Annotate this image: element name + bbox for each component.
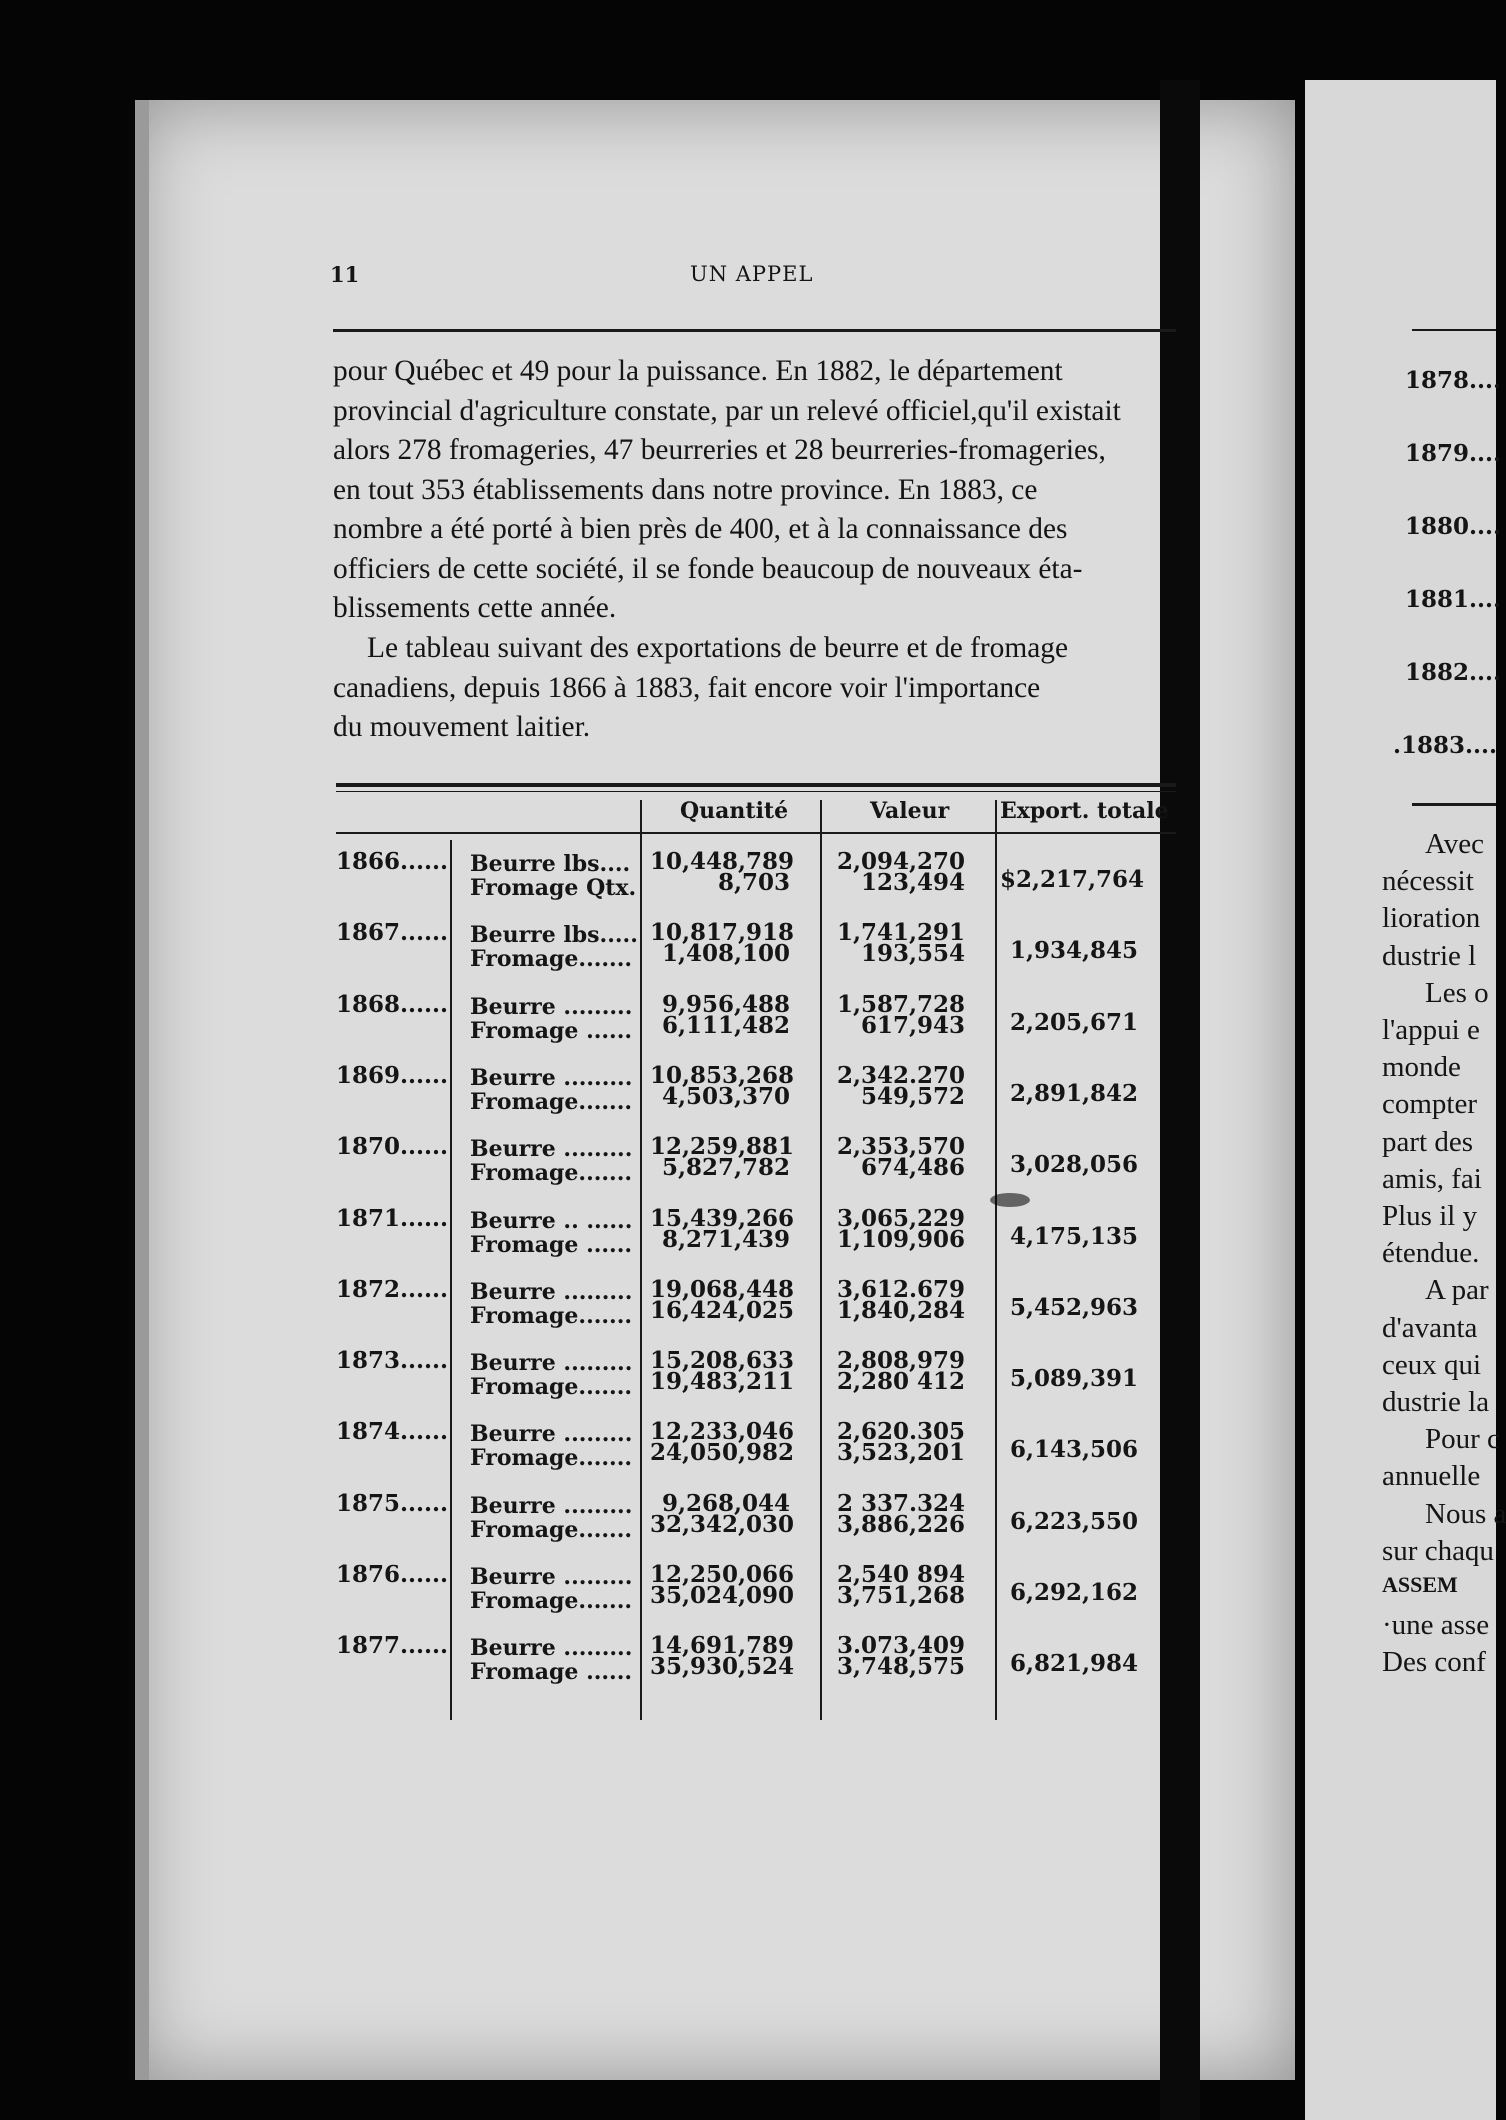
table-top-rule	[336, 783, 1176, 787]
facing-text-line: Avec	[1425, 828, 1485, 860]
quantity-cheese: 5,827,782	[661, 1154, 790, 1181]
quantity-butter: 12,250,066	[650, 1561, 795, 1588]
product-label-cheese: Fromage.......	[470, 946, 633, 972]
product-label-cheese: Fromage ......	[470, 1018, 633, 1044]
facing-text-line: d'avanta	[1382, 1312, 1478, 1344]
facing-text-line: Nous a	[1425, 1498, 1506, 1530]
year-cell: 1877......	[336, 1632, 449, 1659]
header-quantity: Quantité	[680, 798, 789, 824]
value-cheese: 1,840,284	[836, 1297, 965, 1324]
table-divider-total	[995, 800, 997, 1720]
year-cell: 1869......	[336, 1062, 449, 1089]
product-label-cheese: Fromage Qtx.	[470, 875, 637, 901]
facing-text-line: annuelle	[1382, 1460, 1481, 1492]
value-cheese: 3,523,201	[836, 1439, 965, 1466]
value-cheese: 674,486	[860, 1154, 965, 1181]
quantity-cheese: 24,050,982	[650, 1439, 795, 1466]
quantity-butter: 19,068,448	[650, 1276, 795, 1303]
total-export: 6,292,162	[1009, 1579, 1138, 1606]
product-label-cheese: Fromage ......	[470, 1232, 633, 1258]
total-export: 4,175,135	[1009, 1223, 1138, 1250]
quantity-butter: 14,691,789	[650, 1632, 795, 1659]
value-cheese: 1,109,906	[836, 1226, 965, 1253]
facing-text-line: lioration	[1382, 902, 1481, 934]
value-cheese: 617,943	[860, 1012, 965, 1039]
value-butter: 3,612.679	[836, 1276, 965, 1303]
product-label-butter: Beurre .. ......	[470, 1208, 633, 1234]
facing-text-line: ·une asse	[1382, 1609, 1490, 1641]
year-cell: 1876......	[336, 1561, 449, 1588]
total-export: 5,452,963	[1009, 1294, 1138, 1321]
product-label-cheese: Fromage.......	[470, 1374, 633, 1400]
header-rule	[333, 329, 1176, 332]
value-butter: 3,065,229	[836, 1205, 965, 1232]
product-label-cheese: Fromage.......	[470, 1445, 633, 1471]
year-cell: 1868......	[336, 991, 449, 1018]
facing-text-line: A par	[1425, 1274, 1489, 1306]
quantity-cheese: 4,503,370	[661, 1083, 790, 1110]
quantity-cheese: 19,483,211	[650, 1368, 795, 1395]
product-label-butter: Beurre .........	[470, 1350, 633, 1376]
quantity-butter: 15,439,266	[650, 1205, 795, 1232]
total-export: 2,205,671	[1009, 1009, 1138, 1036]
value-butter: 2,094,270	[836, 848, 965, 875]
table-header-rule	[336, 832, 1176, 834]
quantity-butter: 10,448,789	[650, 848, 795, 875]
text-line: blissements cette année.	[333, 592, 617, 624]
facing-text-line: l'appui e	[1382, 1014, 1480, 1046]
value-cheese: 3,751,268	[836, 1582, 965, 1609]
facing-text-line: part des	[1382, 1126, 1473, 1158]
text-line: en tout 353 établissements dans notre province. En 1883, ce	[333, 473, 1038, 506]
text-line: Le tableau suivant des exportations de beurre et de fromage	[367, 632, 1069, 664]
header-value: Valeur	[870, 798, 950, 824]
facing-text-line: sur chaqu	[1382, 1535, 1494, 1567]
quantity-butter: 12,233,046	[650, 1418, 795, 1445]
total-export: 6,223,550	[1009, 1508, 1138, 1535]
ink-stain	[990, 1193, 1030, 1207]
table-divider-label	[450, 840, 452, 1720]
quantity-cheese: 16,424,025	[650, 1297, 795, 1324]
product-label-butter: Beurre lbs....	[470, 851, 631, 877]
facing-text-line: amis, fai	[1382, 1163, 1482, 1195]
facing-text-line: compter	[1382, 1088, 1478, 1120]
facing-text-line: Des conf	[1382, 1646, 1486, 1678]
facing-year: 1880....	[1405, 513, 1502, 540]
product-label-butter: Beurre .........	[470, 1065, 633, 1091]
product-label-cheese: Fromage.......	[470, 1588, 633, 1614]
product-label-cheese: Fromage.......	[470, 1303, 633, 1329]
product-label-butter: Beurre .........	[470, 994, 633, 1020]
table-top-rule-thin	[336, 791, 1176, 792]
value-cheese: 193,554	[860, 940, 965, 967]
total-export: 5,089,391	[1009, 1365, 1138, 1392]
product-label-cheese: Fromage.......	[470, 1160, 633, 1186]
year-cell: 1866......	[336, 848, 449, 875]
paragraph-1	[333, 352, 1175, 629]
product-label-butter: Beurre lbs.....	[470, 922, 638, 948]
facing-text-line: Les o	[1425, 977, 1489, 1009]
quantity-butter: 10,817,918	[650, 919, 795, 946]
year-cell: 1870......	[336, 1133, 449, 1160]
quantity-cheese: 8,703	[717, 869, 790, 896]
facing-text-line: Pour c	[1425, 1423, 1500, 1455]
value-butter: 2,808,979	[836, 1347, 965, 1374]
total-export: 1,934,845	[1009, 937, 1138, 964]
value-butter: 2,342.270	[836, 1062, 965, 1089]
value-butter: 2,620.305	[836, 1418, 965, 1445]
value-butter: 1,741,291	[836, 919, 965, 946]
product-label-cheese: Fromage.......	[470, 1089, 633, 1115]
quantity-butter: 10,853,268	[650, 1062, 795, 1089]
running-title: UN APPEL	[690, 262, 814, 286]
paragraph-2	[333, 629, 1175, 748]
year-cell: 1871......	[336, 1205, 449, 1232]
value-cheese: 3,886,226	[836, 1511, 965, 1538]
facing-text-line: dustrie la	[1382, 1386, 1490, 1418]
facing-year: 1879....	[1405, 440, 1502, 467]
product-label-butter: Beurre .........	[470, 1564, 633, 1590]
value-butter: 2,353,570	[836, 1133, 965, 1160]
product-label-butter: Beurre .........	[470, 1421, 633, 1447]
facing-text-line: Plus il y	[1382, 1200, 1478, 1232]
quantity-butter: 15,208,633	[650, 1347, 795, 1374]
page-edge	[135, 100, 149, 2080]
quantity-butter: 9,268,044	[661, 1490, 790, 1517]
value-cheese: 123,494	[860, 869, 965, 896]
quantity-cheese: 35,930,524	[650, 1653, 795, 1680]
facing-year: .1883....	[1393, 732, 1498, 759]
text-line: pour Québec et 49 pour la puissance. En 1882, le département	[333, 355, 1063, 387]
page-number: 11	[330, 262, 360, 287]
value-butter: 1,587,728	[836, 991, 965, 1018]
year-cell: 1867......	[336, 919, 449, 946]
product-label-cheese: Fromage.......	[470, 1517, 633, 1543]
quantity-cheese: 32,342,030	[650, 1511, 795, 1538]
value-butter: 2,540 894	[836, 1561, 965, 1588]
quantity-cheese: 8,271,439	[661, 1226, 790, 1253]
product-label-butter: Beurre .........	[470, 1493, 633, 1519]
facing-rule	[1412, 329, 1496, 331]
value-cheese: 549,572	[860, 1083, 965, 1110]
facing-text-line: dustrie l	[1382, 940, 1477, 972]
text-line: officiers de cette société, il se fonde beaucoup de nouveaux éta-	[333, 552, 1083, 585]
product-label-butter: Beurre .........	[470, 1635, 633, 1661]
total-export: $2,217,764	[1000, 866, 1145, 893]
facing-year: 1882....	[1405, 659, 1502, 686]
total-export: 2,891,842	[1009, 1080, 1138, 1107]
value-cheese: 2,280 412	[836, 1368, 965, 1395]
total-export: 6,821,984	[1009, 1650, 1138, 1677]
year-cell: 1872......	[336, 1276, 449, 1303]
quantity-cheese: 1,408,100	[661, 940, 790, 967]
year-cell: 1873......	[336, 1347, 449, 1374]
text-line: canadiens, depuis 1866 à 1883, fait encore voir l'importance	[333, 671, 1041, 704]
text-line: nombre a été porté à bien près de 400, et à la connaissance des	[333, 513, 1068, 545]
year-cell: 1875......	[336, 1490, 449, 1517]
value-butter: 3.073,409	[836, 1632, 965, 1659]
value-butter: 2 337.324	[836, 1490, 965, 1517]
quantity-butter: 9,956,488	[661, 991, 790, 1018]
table-divider-quantity	[640, 800, 642, 1720]
facing-rule-2	[1412, 803, 1496, 806]
year-cell: 1874......	[336, 1418, 449, 1445]
quantity-cheese: 6,111,482	[661, 1012, 790, 1039]
facing-text-line: nécessit	[1382, 865, 1474, 897]
text-line: du mouvement laitier.	[333, 711, 591, 743]
product-label-cheese: Fromage ......	[470, 1659, 633, 1685]
total-export: 6,143,506	[1009, 1436, 1138, 1463]
facing-text-line: ceux qui	[1382, 1349, 1482, 1381]
header-total: Export. totale	[1000, 798, 1169, 824]
quantity-butter: 12,259,881	[650, 1133, 795, 1160]
text-line: provincial d'agriculture constate, par un relevé officiel,qu'il existait	[333, 394, 1121, 427]
facing-year: 1878....	[1405, 367, 1502, 394]
product-label-butter: Beurre .........	[470, 1279, 633, 1305]
facing-year: 1881....	[1405, 586, 1502, 613]
facing-text-line: ASSEM	[1382, 1572, 1458, 1597]
text-line: alors 278 fromageries, 47 beurreries et 28 beurreries-fromageries,	[333, 434, 1106, 466]
product-label-butter: Beurre .........	[470, 1136, 633, 1162]
total-export: 3,028,056	[1009, 1151, 1138, 1178]
facing-text-line: étendue.	[1382, 1237, 1480, 1269]
value-cheese: 3,748,575	[836, 1653, 965, 1680]
quantity-cheese: 35,024,090	[650, 1582, 795, 1609]
facing-text-line: monde	[1382, 1051, 1461, 1083]
